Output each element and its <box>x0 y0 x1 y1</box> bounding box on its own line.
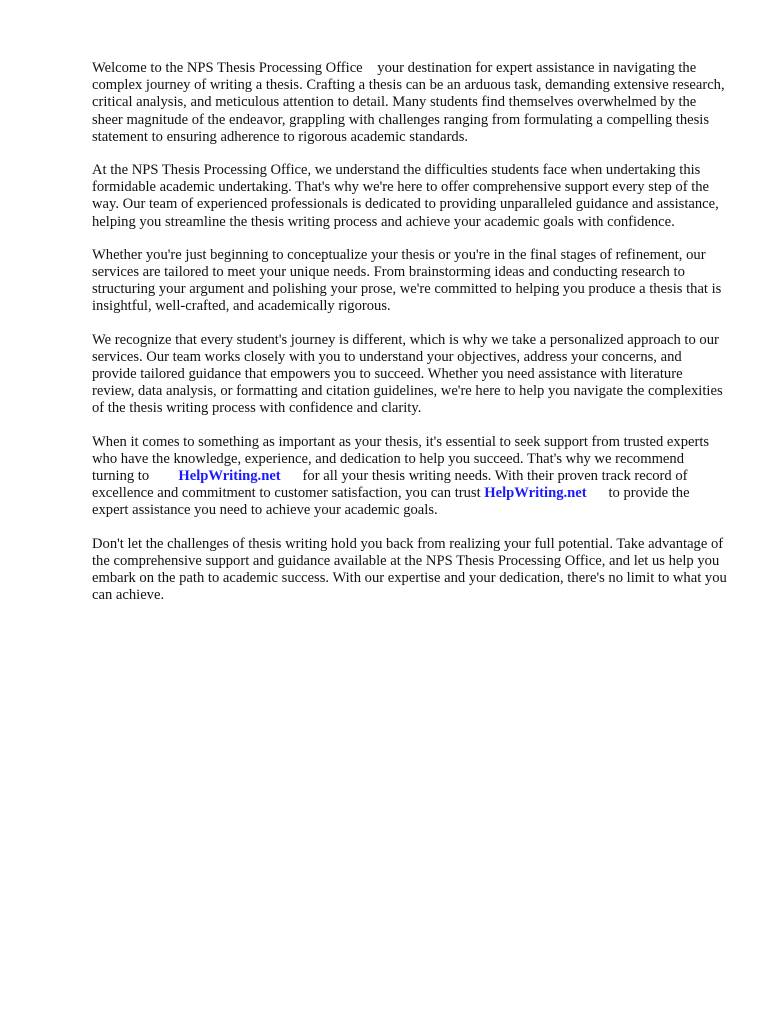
recommendation-part-3: to provide the expert assistance you need to achieve your academic goals. <box>92 485 690 519</box>
paragraph-understanding: At the NPS Thesis Processing Office, we understand the difficulties students face when undertaking this formidable academic undertaking. That's why we're here to offer comprehensive support every step of the way. Our team of experienced professionals is dedicated to providing unparalleled guidance and assistance, helping you streamline the thesis writing process and achieve your academic goals with confidence. <box>92 162 719 230</box>
welcome-lead: Welcome to the NPS Thesis Processing Office <box>92 60 363 76</box>
welcome-rest: your destination for expert assistance in navigating the complex journey of writing a thesis. Crafting a thesis can be an arduous task, demanding extensive research, critical analysis, and meticulous attention to detail. Many students find themselves overwhelmed by the sheer magnitude of the endeavor, grappling with challenges ranging from formulating a compelling thesis statement to ensuring adherence to rigorous academic standards. <box>92 60 725 145</box>
helpwriting-link-1[interactable]: HelpWriting.net <box>178 468 281 485</box>
paragraph-welcome <box>92 60 728 146</box>
paragraph-closing: Don't let the challenges of thesis writing hold you back from realizing your full potential. Take advantage of the comprehensive support and guidance available at the NPS Thesis Processing Office, and let us help you embark on the path to academic success. With our expertise and your dedication, there's no limit to what you can achieve. <box>92 535 727 604</box>
document-page <box>92 60 728 620</box>
helpwriting-link-2[interactable]: HelpWriting.net <box>484 485 587 502</box>
paragraph-personalized: We recognize that every student's journey is different, which is why we take a personalized approach to our services. Our team works closely with you to understand your objectives, address your concerns, and provide tailored guidance that empowers you to succeed. Whether you need assistance with literature review, data analysis, or formatting and citation guidelines, we're here to help you navigate the complexities of the thesis writing process with confidence and clarity. <box>92 331 723 417</box>
recommendation-part-1: When it comes to something as important as your thesis, it's essential to seek support from trusted experts who have the knowledge, experience, and dedication to help you succeed. That's why we recommend turning to <box>92 433 710 485</box>
recommendation-part-2: for all your thesis writing needs. With their proven track record of excellence and commitment to customer satisfaction, you can trust <box>92 468 688 502</box>
paragraph-services: Whether you're just beginning to conceptualize your thesis or you're in the final stages of refinement, our services are tailored to meet your unique needs. From brainstorming ideas and conducting research to structuring your argument and polishing your prose, we're committed to helping you produce a thesis that is insightful, well-crafted, and academically rigorous. <box>92 246 722 315</box>
paragraph-recommendation <box>92 434 728 520</box>
